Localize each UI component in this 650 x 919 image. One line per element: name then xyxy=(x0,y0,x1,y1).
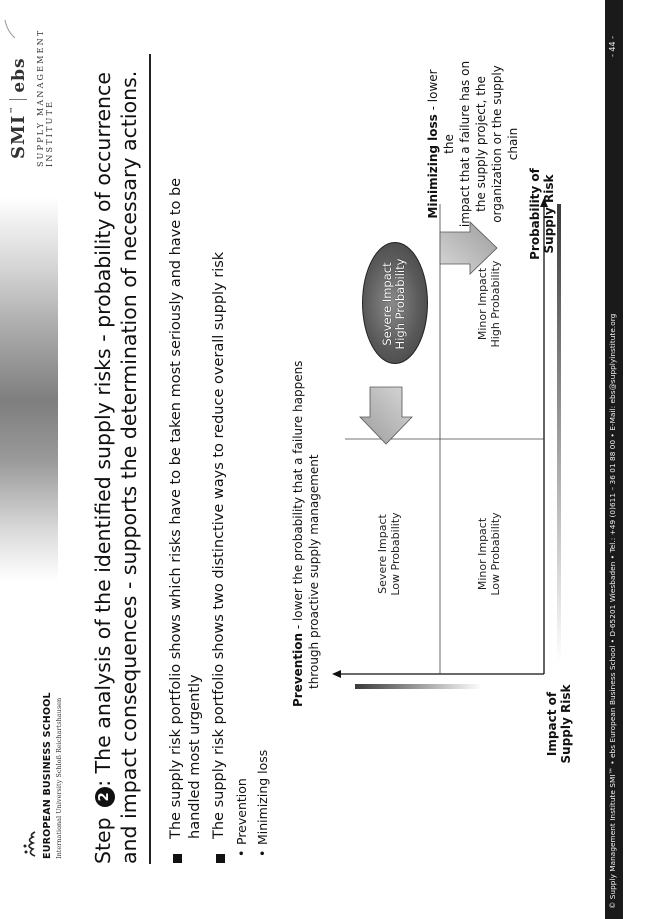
sub-bullet-minimizing-loss: • Minimizing loss xyxy=(255,750,270,857)
prevention-arrow-icon xyxy=(360,387,412,444)
minimizing-line3: the supply project, the xyxy=(474,76,488,212)
y-axis-label-line2: Supply Risk xyxy=(559,684,573,764)
probability-gradient-bar xyxy=(557,204,561,664)
footer-contact: © Supply Management Institute SMI™ • ebs European Business School • D-65201 Wiesbaden • Tel.: +49 (0)611 – 36 01 88 00 • E-Mail: ebs@supplyinstitute.org xyxy=(608,313,617,909)
page-number: - 44 - xyxy=(608,35,617,57)
quadrant-bottom-left-line2: Low Probability xyxy=(489,512,502,596)
impact-gradient-bar xyxy=(355,684,482,689)
prevention-term: Prevention xyxy=(291,633,305,707)
quadrant-top-left xyxy=(376,489,402,619)
quadrant-top-left-line1: Severe Impact xyxy=(376,514,389,594)
smi-mark: SMI xyxy=(8,114,29,159)
minimizing-loss-description xyxy=(425,59,521,229)
x-axis-label-line1: Probability of xyxy=(528,168,542,260)
quadrant-bottom-right-line2: High Probability xyxy=(489,260,502,348)
quadrant-bottom-left xyxy=(476,489,502,619)
y-axis-label xyxy=(545,684,573,764)
minimizing-term: Minimizing loss xyxy=(426,114,440,219)
quadrant-bottom-right-line1: Minor Impact xyxy=(476,267,489,341)
y-axis-label-line1: Impact of xyxy=(545,691,559,757)
prevention-line2: through proactive supply management xyxy=(307,454,321,689)
quadrant-top-left-line2: Low Probability xyxy=(389,512,402,596)
school-name: EUROPEAN BUSINESS SCHOOL xyxy=(42,692,53,859)
bullet-1-line1: The supply risk portfolio shows which risks have to be taken most seriously and have to be xyxy=(168,177,184,839)
minimizing-line1: - lower the xyxy=(426,69,456,154)
school-subtitle: International University Schloß Reichartshausen xyxy=(55,697,63,859)
quadrant-top-right-line2: High Probability xyxy=(393,258,407,350)
quadrant-bottom-right xyxy=(476,239,502,369)
minimizing-line4: organization or the supply xyxy=(490,65,504,223)
quadrant-top-right-line1: Severe Impact xyxy=(380,262,394,346)
x-axis-label xyxy=(528,164,556,264)
prevention-line1: - lower the probability that a failure happens xyxy=(291,360,305,633)
trademark: ™ xyxy=(8,105,17,114)
title-step-prefix: Step xyxy=(91,810,115,864)
title-line1: : The analysis of the identified supply risks - probability of occurrence xyxy=(91,72,115,787)
step-number-badge: 2 xyxy=(95,787,115,807)
title-line2: and impact consequences - supports the determination of necessary actions. xyxy=(117,70,141,864)
ebs-mark: ebs xyxy=(9,57,29,93)
minimizing-line5: chain xyxy=(506,127,520,161)
quadrant-top-right xyxy=(381,244,407,364)
minimizing-line2: impact that a failure has on xyxy=(458,60,472,228)
sub-bullet-prevention: • Prevention xyxy=(234,778,249,857)
bullet-1-line2: handled most urgently xyxy=(187,674,203,839)
institute-name: SUPPLY MANAGEMENT INSTITUTE xyxy=(36,28,54,167)
prevention-description xyxy=(291,361,305,707)
bullet-2-line1: The supply risk portfolio shows two distinctive ways to reduce overall supply risk xyxy=(211,251,227,839)
quadrant-bottom-left-line1: Minor Impact xyxy=(476,517,489,591)
x-axis-label-line2: Supply Risk xyxy=(542,174,556,254)
